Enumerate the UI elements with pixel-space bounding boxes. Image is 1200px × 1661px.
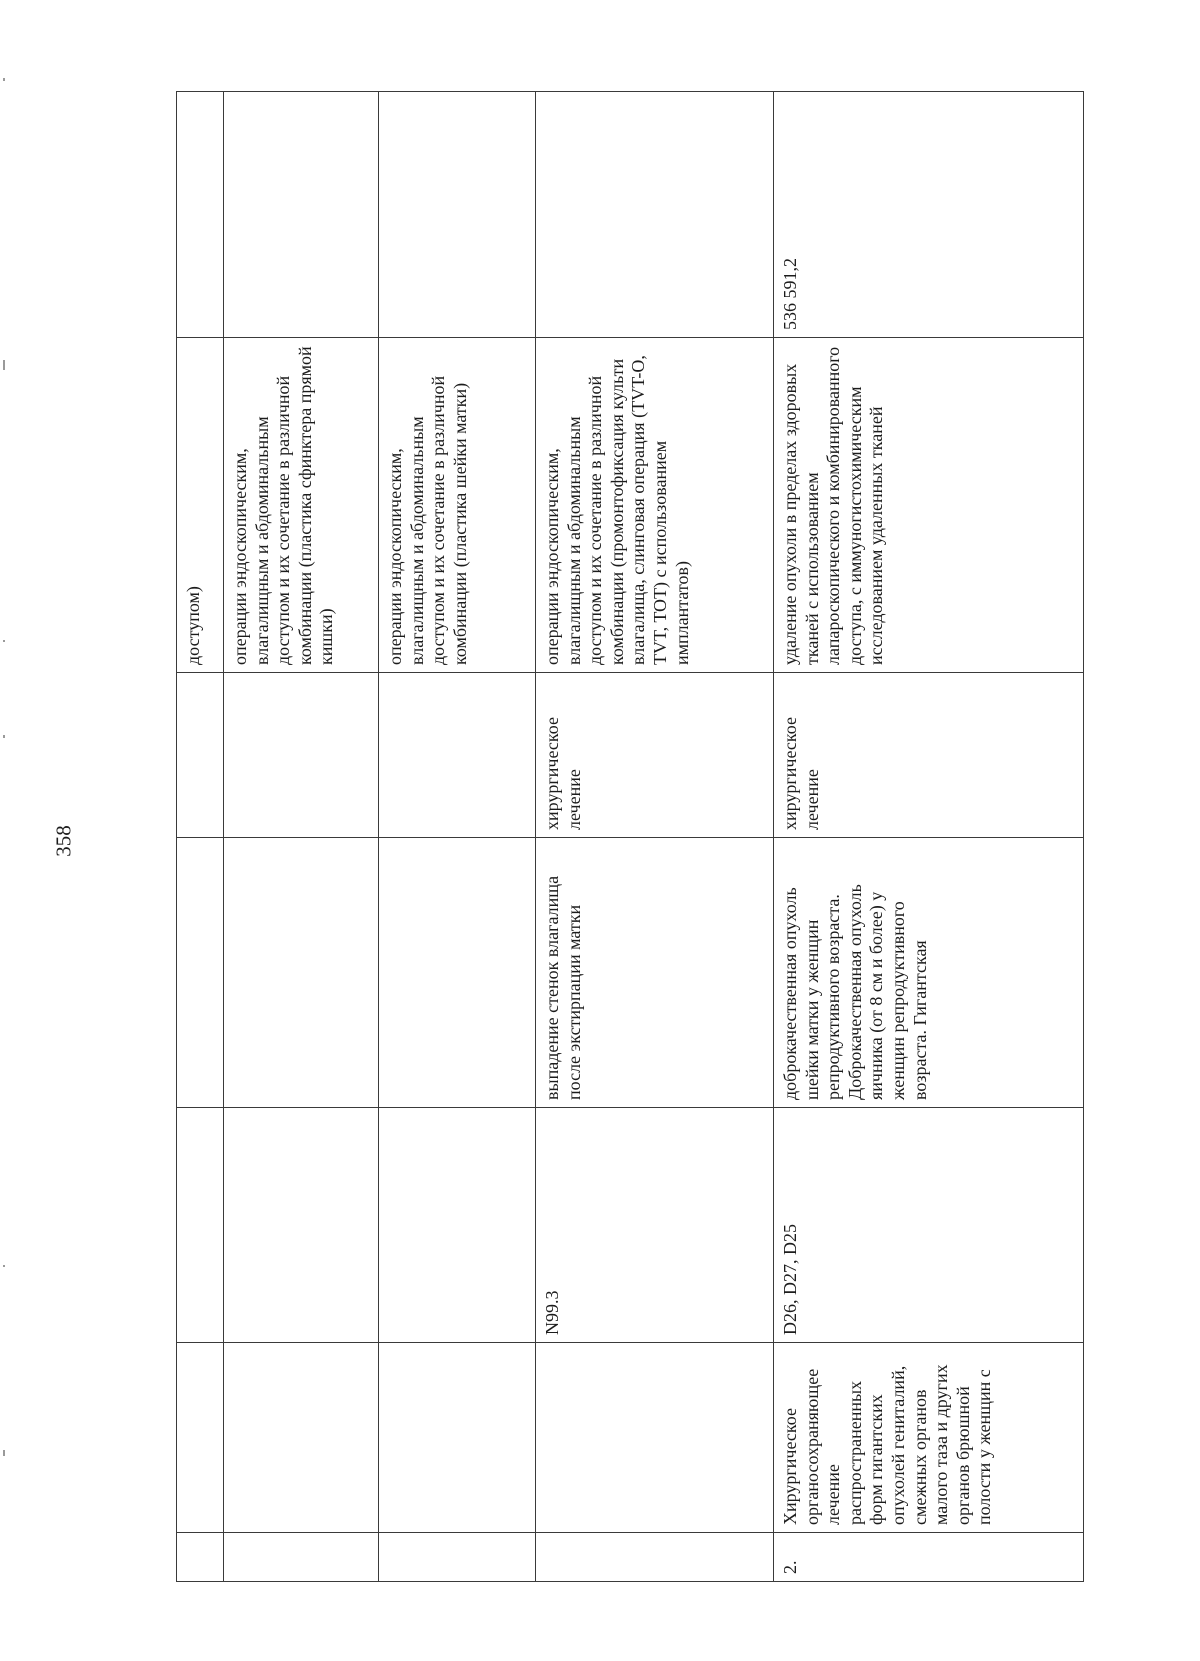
cost-cell: 536 591,2 xyxy=(774,92,1084,338)
cost-cell xyxy=(379,92,536,338)
table-row xyxy=(774,92,1084,1582)
service-name-cell xyxy=(536,1343,774,1533)
method-cell: операции эндоскопическим, влагалищным и абдоминальным доступом и их сочетание в различной комбинации (промонтофиксация культи влагалища, слинговая операция (TVT-O, TVT, TOT) с использованием имплантатов) xyxy=(536,338,774,673)
scan-speck xyxy=(3,1450,5,1456)
row-number-cell xyxy=(379,1533,536,1582)
row-number-cell xyxy=(536,1533,774,1582)
service-name-cell: Хирургическое органосохраняющее лечение распространенных форм гигантских опухолей гениталий, смежных органов малого таза и других органов брюшной полости у женщин с xyxy=(774,1343,1084,1533)
scan-speck xyxy=(3,735,5,738)
diagnosis-cell xyxy=(224,838,379,1108)
medical-services-table xyxy=(176,91,1084,1582)
method-cell: операции эндоскопическим, влагалищным и абдоминальным доступом и их сочетание в различной комбинации (пластика шейки матки) xyxy=(379,338,536,673)
scan-speck xyxy=(3,78,5,81)
row-number-cell xyxy=(177,1533,224,1582)
treatment-type-cell xyxy=(379,673,536,838)
treatment-type-cell xyxy=(224,673,379,838)
row-number-cell: 2. xyxy=(774,1533,1084,1582)
table-row xyxy=(536,92,774,1582)
diagnosis-cell: выпадение стенок влагалища после экстирпации матки xyxy=(536,838,774,1108)
scan-speck xyxy=(3,640,5,642)
rotated-table-wrapper xyxy=(176,92,1083,1582)
table-row xyxy=(379,92,536,1582)
table-row xyxy=(224,92,379,1582)
treatment-type-cell xyxy=(177,673,224,838)
treatment-type-cell: хирургическое лечение xyxy=(536,673,774,838)
table-row xyxy=(177,92,224,1582)
service-name-cell xyxy=(177,1343,224,1533)
service-name-cell xyxy=(379,1343,536,1533)
service-name-cell xyxy=(224,1343,379,1533)
treatment-type-cell: хирургическое лечение xyxy=(774,673,1084,838)
row-number-cell xyxy=(224,1533,379,1582)
page-number: 358 xyxy=(51,825,76,857)
method-cell: доступом) xyxy=(177,338,224,673)
diagnosis-cell: доброкачественная опухоль шейки матки у женщин репродуктивного возраста. Доброкачественная опухоль яичника (от 8 см и более) у женщин репродуктивного возраста. Гигантская xyxy=(774,838,1084,1108)
icd-code-cell xyxy=(379,1108,536,1343)
scan-speck xyxy=(3,360,5,370)
method-cell: удаление опухоли в пределах здоровых тканей с использованием лапароскопического и комбинированного доступа, с иммуногистохимическим исследованием удаленных тканей xyxy=(774,338,1084,673)
icd-code-cell: N99.3 xyxy=(536,1108,774,1343)
scan-speck xyxy=(3,1265,5,1267)
method-cell: операции эндоскопическим, влагалищным и абдоминальным доступом и их сочетание в различной комбинации (пластика сфинктера прямой кишки) xyxy=(224,338,379,673)
cost-cell xyxy=(177,92,224,338)
icd-code-cell xyxy=(224,1108,379,1343)
diagnosis-cell xyxy=(379,838,536,1108)
diagnosis-cell xyxy=(177,838,224,1108)
icd-code-cell: D26, D27, D25 xyxy=(774,1108,1084,1343)
icd-code-cell xyxy=(177,1108,224,1343)
cost-cell xyxy=(224,92,379,338)
cost-cell xyxy=(536,92,774,338)
